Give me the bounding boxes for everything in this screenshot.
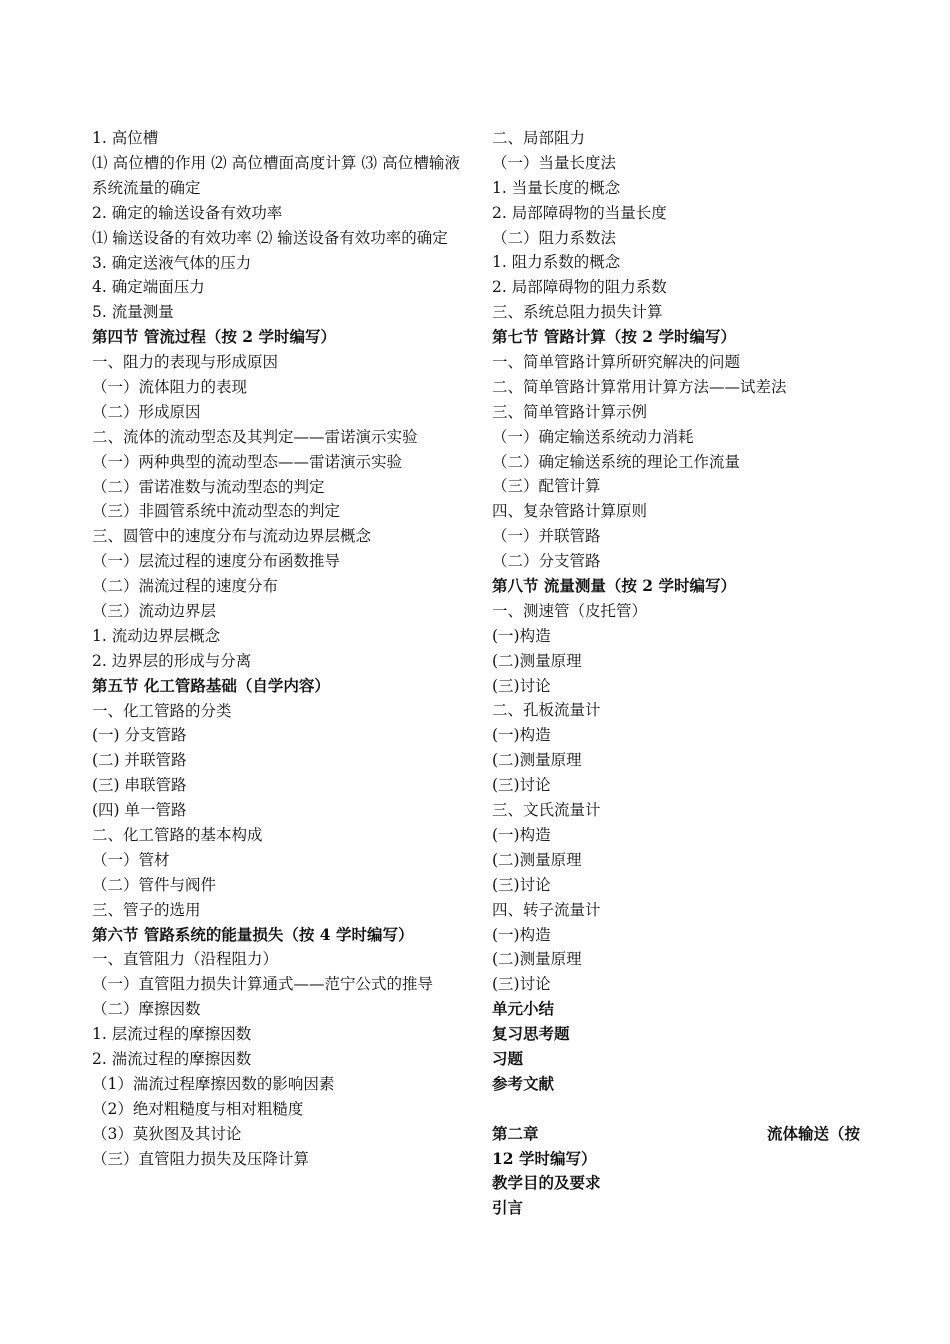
outline-item: 1. 高位槽 [92, 129, 159, 147]
outline-item: （一）确定输送系统动力消耗 [492, 427, 694, 446]
outline-item: 三、简单管路计算示例 [492, 402, 648, 421]
outline-item: 一、测速管（皮托管） [492, 601, 648, 620]
outline-item: 1. 流动边界层概念 [92, 626, 221, 645]
outline-item: 1. 当量长度的概念 [492, 178, 621, 197]
outline-item: 三、圆管中的速度分布与流动边界层概念 [92, 527, 372, 546]
section-heading: 教学目的及要求 [492, 1173, 601, 1193]
outline-item: （1）湍流过程摩擦因数的影响因素 [92, 1074, 335, 1093]
outline-item: 一、直管阻力（沿程阻力） [92, 950, 279, 969]
outline-item: (一)构造 [492, 626, 551, 645]
chapter-heading [492, 1122, 860, 1147]
outline-item: 三、管子的选用 [92, 900, 201, 919]
outline-item: （二）摩擦因数 [92, 1000, 201, 1019]
outline-item: (三)讨论 [492, 875, 551, 894]
outline-item: (二) 并联管路 [92, 751, 187, 770]
outline-item: （二）管件与阀件 [92, 875, 217, 894]
outline-item: (三)讨论 [492, 975, 551, 994]
left-column [92, 126, 460, 1171]
outline-item: 二、孔板流量计 [492, 701, 601, 720]
outline-item: 一、阻力的表现与形成原因 [92, 353, 279, 372]
section-heading: 第四节 管流过程（按 2 学时编写） [92, 327, 336, 347]
outline-item: ⑴ 高位槽的作用 ⑵ 高位槽面高度计算 ⑶ 高位槽输液系统流量的确定 [92, 153, 460, 197]
outline-item: 2. 局部障碍物的阻力系数 [492, 278, 667, 297]
outline-item: 二、流体的流动型态及其判定——雷诺演示实验 [92, 427, 418, 446]
blank-spacer [492, 1097, 860, 1122]
outline-item: (三)讨论 [492, 676, 551, 695]
outline-item: 三、系统总阻力损失计算 [492, 303, 663, 322]
outline-item: （一）直管阻力损失计算通式——范宁公式的推导 [92, 975, 434, 994]
outline-item: （二）分支管路 [492, 552, 601, 571]
outline-item: (一)构造 [492, 925, 551, 944]
outline-item: 1. 层流过程的摩擦因数 [92, 1025, 252, 1044]
outline-item: （一）管材 [92, 850, 170, 869]
outline-item: （二）确定输送系统的理论工作流量 [492, 452, 741, 471]
outline-item: (二)测量原理 [492, 950, 582, 969]
outline-item: 四、复杂管路计算原则 [492, 502, 648, 521]
outline-item: （一）层流过程的速度分布函数推导 [92, 552, 341, 571]
outline-item: (一) 分支管路 [92, 726, 187, 745]
outline-item: (一)构造 [492, 726, 551, 745]
outline-item: 二、简单管路计算常用计算方法——试差法 [492, 377, 787, 396]
right-outline-list [492, 126, 860, 1097]
outline-item: 二、化工管路的基本构成 [92, 825, 263, 844]
outline-item: （三）直管阻力损失及压降计算 [92, 1149, 310, 1168]
outline-item: 四、转子流量计 [492, 900, 601, 919]
outline-item: (三)讨论 [492, 776, 551, 795]
outline-item: （一）流体阻力的表现 [92, 377, 248, 396]
section-heading: 第六节 管路系统的能量损失（按 4 学时编写） [92, 924, 414, 944]
chapter-title-continued: 12 学时编写） [492, 1148, 597, 1168]
outline-item: 2. 确定的输送设备有效功率 [92, 203, 283, 222]
outline-item: ⑴ 输送设备的有效功率 ⑵ 输送设备有效功率的确定 [92, 228, 448, 247]
outline-item: (二)测量原理 [492, 751, 582, 770]
outline-item: (二)测量原理 [492, 850, 582, 869]
outline-item: 2. 局部障碍物的当量长度 [492, 203, 667, 222]
chapter-intro-list [492, 1171, 860, 1221]
outline-item: （三）非圆管系统中流动型态的判定 [92, 502, 341, 521]
outline-item: （二）形成原因 [92, 402, 201, 421]
outline-item: 2. 湍流过程的摩擦因数 [92, 1050, 252, 1069]
section-heading: 习题 [492, 1048, 524, 1068]
right-column [492, 126, 860, 1221]
outline-item: (四) 单一管路 [92, 801, 187, 820]
outline-item: 1. 阻力系数的概念 [492, 253, 621, 272]
section-heading: 参考文献 [492, 1073, 555, 1093]
section-heading: 复习思考题 [492, 1024, 570, 1044]
section-heading: 单元小结 [492, 999, 555, 1019]
outline-item: (三) 串联管路 [92, 776, 187, 795]
chapter-title: 流体输送（按 [766, 1123, 860, 1143]
section-heading: 第七节 管路计算（按 2 学时编写） [492, 327, 736, 347]
outline-item: 一、简单管路计算所研究解决的问题 [492, 353, 741, 372]
section-heading: 第五节 化工管路基础（自学内容） [92, 675, 330, 695]
section-heading: 第八节 流量测量（按 2 学时编写） [492, 576, 736, 596]
outline-item: 2. 边界层的形成与分离 [92, 651, 252, 670]
chapter-number: 第二章 [492, 1123, 539, 1143]
outline-item: （3）莫狄图及其讨论 [92, 1124, 242, 1143]
outline-item: （一）当量长度法 [492, 153, 617, 172]
outline-item: （一）并联管路 [492, 527, 601, 546]
outline-item: （三）配管计算 [492, 477, 601, 496]
outline-item: 3. 确定送液气体的压力 [92, 253, 252, 272]
outline-item: 5. 流量测量 [92, 303, 174, 322]
outline-item: 二、局部阻力 [492, 129, 586, 147]
outline-item: （2）绝对粗糙度与相对粗糙度 [92, 1099, 304, 1118]
outline-item: （三）流动边界层 [92, 601, 217, 620]
outline-item: 一、化工管路的分类 [92, 701, 232, 720]
outline-item: （一）两种典型的流动型态——雷诺演示实验 [92, 452, 403, 471]
outline-item: (一)构造 [492, 825, 551, 844]
outline-item: (二)测量原理 [492, 651, 582, 670]
outline-item: （二）雷诺准数与流动型态的判定 [92, 477, 325, 496]
outline-item: （二）阻力系数法 [492, 228, 617, 247]
outline-item: 三、文氏流量计 [492, 801, 601, 820]
section-heading: 引言 [492, 1198, 524, 1218]
outline-item: 4. 确定端面压力 [92, 278, 205, 297]
outline-item: （二）湍流过程的速度分布 [92, 577, 279, 596]
